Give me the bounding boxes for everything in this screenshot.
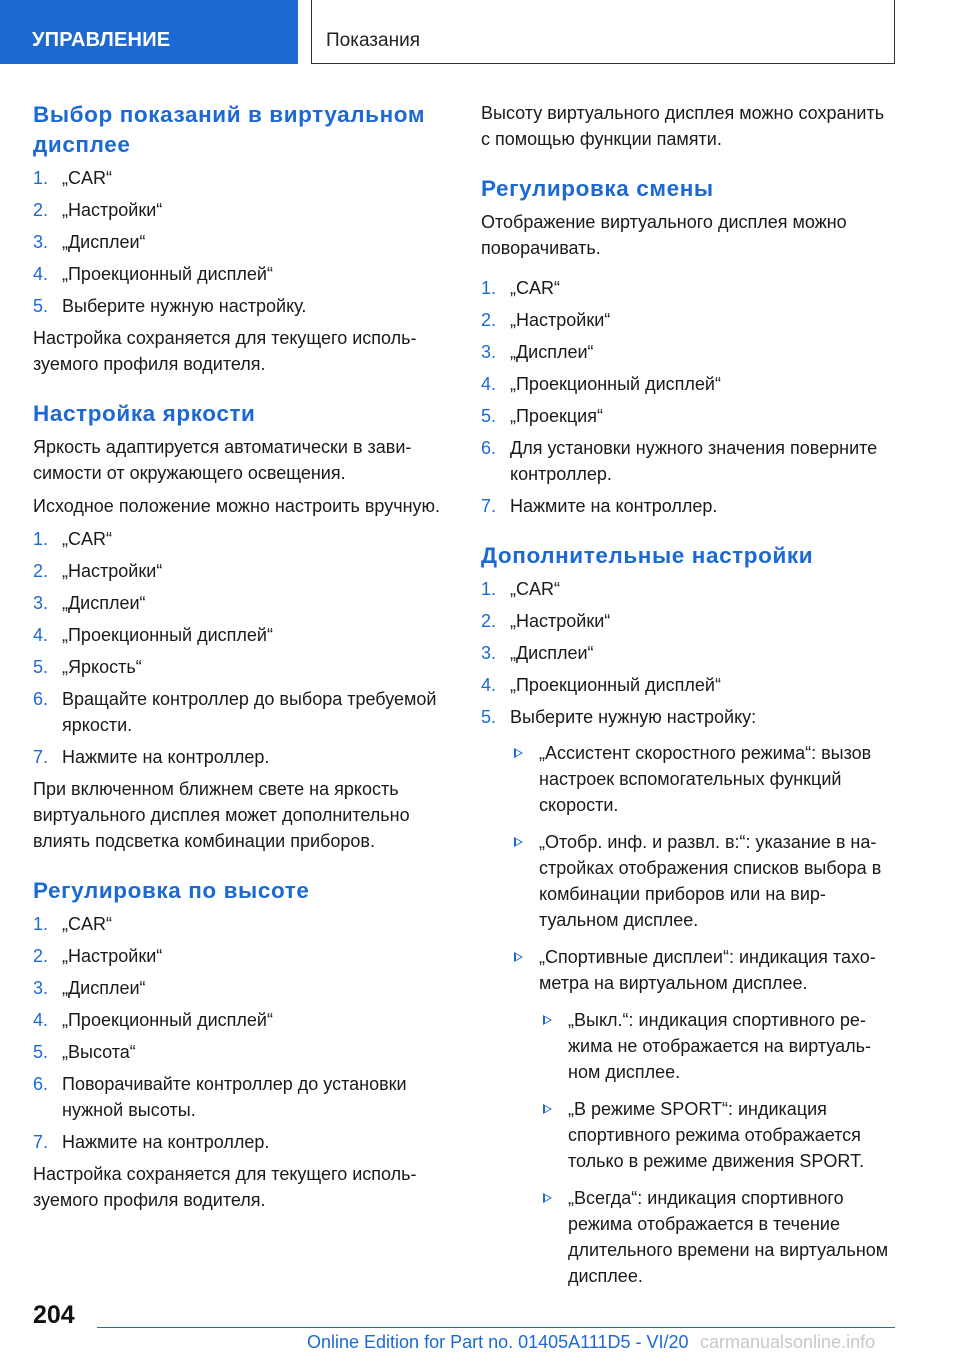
step-text: „Настройки“ xyxy=(62,200,163,220)
step-number: 5. xyxy=(481,707,497,727)
footer-divider xyxy=(97,1327,895,1328)
section-heading-additional: Дополнительные настройки xyxy=(481,543,814,568)
step-number: 6. xyxy=(33,689,49,709)
step-text: „Дисплеи“ xyxy=(62,232,146,252)
triangle-bullet-icon xyxy=(543,1193,552,1203)
list-item xyxy=(33,293,443,319)
step-text: Нажмите на контроллер. xyxy=(510,496,718,516)
list-item xyxy=(33,1039,443,1065)
list-item xyxy=(481,493,891,519)
chapter-tab xyxy=(0,0,298,64)
topic-header xyxy=(311,0,895,64)
brightness-note: При включенном ближнем свете на яркость виртуального дисплея может дополнительно влиять подсветка комбинации приборов. xyxy=(33,779,410,851)
list-item xyxy=(33,197,443,223)
step-number: 7. xyxy=(33,1132,49,1152)
step-text: Выберите нужную настройку. xyxy=(62,296,307,316)
watermark-text: carmanualsonline.info xyxy=(700,1332,876,1352)
option-text: „Всегда“: индикация спортивного режима отображается в течение длительного времени на виртуальном дисплее. xyxy=(568,1188,889,1286)
list-item xyxy=(33,558,443,584)
step-text: Выберите нужную настройку: xyxy=(510,707,757,727)
step-text: Вращайте контроллер до выбора требуемой яркости. xyxy=(62,689,437,735)
list-item xyxy=(481,339,891,365)
triangle-bullet-icon xyxy=(543,1104,552,1114)
step-number: 5. xyxy=(33,657,49,677)
steps-rotation xyxy=(481,275,891,519)
step-number: 3. xyxy=(33,978,49,998)
step-text: „Проекционный дисплей“ xyxy=(510,374,721,394)
step-text: „Дисплеи“ xyxy=(510,342,594,362)
step-number: 5. xyxy=(33,296,49,316)
list-item xyxy=(510,829,891,933)
steps-additional xyxy=(481,576,891,1289)
section-heading-select-display: Выбор показаний в виртуальном дисплее xyxy=(33,102,426,157)
list-item xyxy=(33,229,443,255)
section-heading-brightness: Настройка яркости xyxy=(33,401,256,426)
list-item xyxy=(33,686,443,738)
list-item xyxy=(481,307,891,333)
list-item xyxy=(481,371,891,397)
step-text: „CAR“ xyxy=(62,914,112,934)
step-number: 4. xyxy=(33,625,49,645)
step-text: „Проекционный дисплей“ xyxy=(62,264,273,284)
step-number: 5. xyxy=(33,1042,49,1062)
list-item xyxy=(481,608,891,634)
step-number: 2. xyxy=(33,561,49,581)
list-item xyxy=(33,911,443,937)
triangle-bullet-icon xyxy=(543,1015,552,1025)
step-text: „Настройки“ xyxy=(62,946,163,966)
list-item xyxy=(33,1071,443,1123)
list-item xyxy=(539,1185,891,1289)
step-number: 2. xyxy=(33,200,49,220)
brightness-paragraph-1: Яркость адаптируется автоматически в зависимости от окружающего освещения. xyxy=(33,437,412,483)
list-item xyxy=(539,1007,891,1085)
page-number: 204 xyxy=(33,1301,75,1329)
step-text: „Высота“ xyxy=(62,1042,136,1062)
step-text: Нажмите на контроллер. xyxy=(62,1132,270,1152)
triangle-bullet-icon xyxy=(514,837,523,847)
list-item xyxy=(481,435,891,487)
list-item xyxy=(539,1096,891,1174)
list-item xyxy=(33,622,443,648)
step-number: 2. xyxy=(481,310,497,330)
step-text: „CAR“ xyxy=(510,278,560,298)
step-number: 3. xyxy=(33,232,49,252)
step-number: 1. xyxy=(481,579,497,599)
step-text: „Проекция“ xyxy=(510,406,603,426)
step-number: 3. xyxy=(33,593,49,613)
steps-height xyxy=(33,911,443,1155)
step-number: 4. xyxy=(33,264,49,284)
step-text: „CAR“ xyxy=(510,579,560,599)
list-item xyxy=(33,975,443,1001)
step-text: „Настройки“ xyxy=(510,611,611,631)
option-text: „Ассистент скоростного режима“: вызов настроек вспомогательных функций скорости. xyxy=(539,743,872,815)
option-text: „Отобр. инф. и развл. в:“: указание в настройках отображения списков выбора в комбинации приборов или на виртуальном дисплее. xyxy=(539,832,882,930)
step-text: „Проекционный дисплей“ xyxy=(62,1010,273,1030)
step-number: 3. xyxy=(481,643,497,663)
option-text: „Спортивные дисплеи“: индикация тахометра на виртуальном дисплее. xyxy=(539,947,876,993)
settings-options-list xyxy=(510,740,891,1289)
step-number: 4. xyxy=(481,675,497,695)
step-text: Нажмите на контроллер. xyxy=(62,747,270,767)
step-number: 1. xyxy=(33,529,49,549)
list-item xyxy=(33,261,443,287)
step-text: „Проекционный дисплей“ xyxy=(62,625,273,645)
section-heading-height: Регулировка по высоте xyxy=(33,878,310,903)
step-number: 2. xyxy=(481,611,497,631)
list-item xyxy=(510,740,891,818)
list-item xyxy=(481,403,891,429)
list-item xyxy=(33,165,443,191)
list-item xyxy=(481,704,891,1289)
option-text: „Выкл.“: индикация спортивного режима не отображается на виртуальном дисплее. xyxy=(568,1010,872,1082)
step-text: „Дисплеи“ xyxy=(62,593,146,613)
profile-note: Настройка сохраняется для текущего используемого профиля водителя. xyxy=(33,328,417,374)
step-text: Поворачивайте контроллер до установки нужной высоты. xyxy=(62,1074,407,1120)
chapter-title: УПРАВЛЕНИЕ xyxy=(32,29,171,51)
brightness-paragraph-2: Исходное положение можно настроить вручную. xyxy=(33,496,441,516)
list-item xyxy=(481,672,891,698)
list-item xyxy=(33,526,443,552)
list-item xyxy=(33,654,443,680)
list-item xyxy=(33,1129,443,1155)
step-number: 6. xyxy=(481,438,497,458)
step-number: 2. xyxy=(33,946,49,966)
step-text: „Яркость“ xyxy=(62,657,142,677)
section-heading-rotation: Регулировка смены xyxy=(481,176,714,201)
left-column xyxy=(33,100,443,1220)
list-item xyxy=(33,943,443,969)
step-text: „Проекционный дисплей“ xyxy=(510,675,721,695)
memory-paragraph: Высоту виртуального дисплея можно сохранить с помощью функции памяти. xyxy=(481,103,885,149)
step-number: 6. xyxy=(33,1074,49,1094)
step-number: 3. xyxy=(481,342,497,362)
step-number: 4. xyxy=(481,374,497,394)
step-text: „CAR“ xyxy=(62,529,112,549)
step-number: 5. xyxy=(481,406,497,426)
step-number: 1. xyxy=(33,168,49,188)
step-number: 1. xyxy=(33,914,49,934)
list-item xyxy=(33,1007,443,1033)
step-text: „Дисплеи“ xyxy=(510,643,594,663)
list-item xyxy=(481,576,891,602)
right-column xyxy=(481,100,891,1300)
triangle-bullet-icon xyxy=(514,748,523,758)
step-text: „Настройки“ xyxy=(62,561,163,581)
step-text: Для установки нужного значения поверните контроллер. xyxy=(510,438,878,484)
step-text: „Настройки“ xyxy=(510,310,611,330)
step-number: 7. xyxy=(33,747,49,767)
list-item xyxy=(33,744,443,770)
list-item xyxy=(33,590,443,616)
triangle-bullet-icon xyxy=(514,952,523,962)
step-number: 1. xyxy=(481,278,497,298)
step-text: „CAR“ xyxy=(62,168,112,188)
topic-title: Показания xyxy=(326,30,420,51)
steps-select-display xyxy=(33,165,443,319)
edition-text: Online Edition for Part no. 01405A111D5 - VI/20 xyxy=(307,1332,689,1352)
height-note: Настройка сохраняется для текущего используемого профиля водителя. xyxy=(33,1164,417,1210)
list-item xyxy=(481,640,891,666)
option-text: „В режиме SPORT“: индикация спортивного режима отображается только в режиме движения SPORT. xyxy=(568,1099,865,1171)
step-number: 7. xyxy=(481,496,497,516)
list-item xyxy=(510,944,891,1289)
step-number: 4. xyxy=(33,1010,49,1030)
steps-brightness xyxy=(33,526,443,770)
rotation-paragraph: Отображение виртуального дисплея можно поворачивать. xyxy=(481,212,847,258)
list-item xyxy=(481,275,891,301)
sport-display-options-list xyxy=(539,1007,891,1289)
step-text: „Дисплеи“ xyxy=(62,978,146,998)
